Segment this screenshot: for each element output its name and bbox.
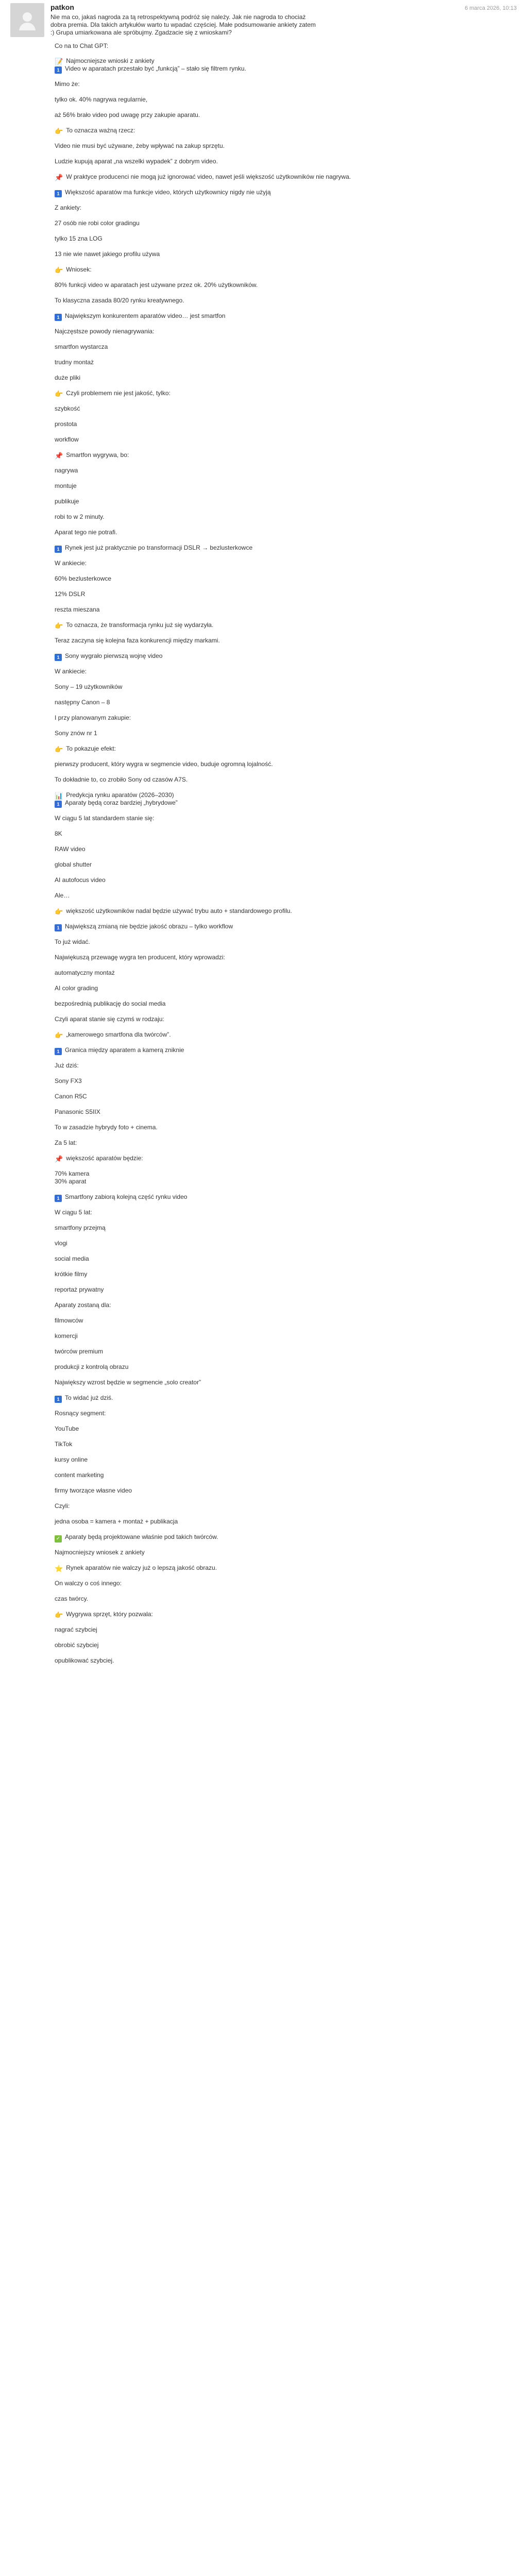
body-line: I przy planowanym zakupie: xyxy=(55,714,131,721)
body-line: Sony FX3 xyxy=(55,1077,82,1084)
keycap-icon: 1 xyxy=(55,190,62,197)
body-line: nagrywa xyxy=(55,467,78,474)
body-line: filmowców xyxy=(55,1317,83,1324)
body-line: 📌 W praktyce producenci nie mogą już ignorować video, nawet jeśli większość użytkowników nie nagrywa. xyxy=(55,173,351,181)
body-line: robi to w 2 minuty. xyxy=(55,513,105,520)
body-line: Video nie musi być używane, żeby wpływać na zakup sprzętu. xyxy=(55,142,225,149)
body-line: publikuje xyxy=(55,498,79,505)
keycap-one-icon: 1 xyxy=(55,66,62,74)
body-line: nagrać szybciej xyxy=(55,1626,97,1633)
star-icon: ⭐ xyxy=(55,1565,63,1572)
body-line: 30% aparat xyxy=(55,1178,87,1185)
body-line: Co na to Chat GPT: xyxy=(55,42,109,49)
pointing-hand-icon: 👉 xyxy=(55,908,63,916)
body-line: To w zasadzie hybrydy foto + cinema. xyxy=(55,1124,158,1131)
body-line: firmy tworzące własne video xyxy=(55,1487,132,1494)
body-line: tylko ok. 40% nagrywa regularnie, xyxy=(55,96,148,103)
body-line: Największy wzrost będzie w segmencie „solo creator” xyxy=(55,1379,201,1386)
post-date: 6 marca 2026, 10:13 xyxy=(465,5,517,11)
body-line: content marketing xyxy=(55,1471,104,1479)
body-line: 👉 To pokazuje efekt: xyxy=(55,745,116,753)
body-line: 👉 Wygrywa sprzęt, który pozwala: xyxy=(55,1611,153,1619)
avatar[interactable] xyxy=(10,3,44,37)
body-line: vlogi xyxy=(55,1240,67,1247)
body-line: automatyczny montaż xyxy=(55,969,115,976)
body-line: Czyli: xyxy=(55,1502,70,1510)
body-line: 📌 większość aparatów będzie: xyxy=(55,1155,143,1163)
body-line: Mimo że: xyxy=(55,80,80,88)
pin-icon: 📌 xyxy=(55,452,63,460)
pointing-hand-icon: 👉 xyxy=(55,745,63,753)
body-line: Rosnący segment: xyxy=(55,1410,106,1417)
check-icon: ✓ xyxy=(55,1535,62,1543)
pointing-hand-icon: 👉 xyxy=(55,127,63,135)
pointing-hand-icon: 👉 xyxy=(55,1611,63,1619)
body-line: AI autofocus video xyxy=(55,876,106,884)
body-line: Najczęstsze powody nienagrywania: xyxy=(55,328,155,335)
body-line: komercji xyxy=(55,1332,78,1340)
body-line: AI color grading xyxy=(55,985,98,992)
body-line: obrobić szybciej xyxy=(55,1641,99,1649)
body-line: 12% DSLR xyxy=(55,590,86,598)
keycap-icon: 1 xyxy=(55,654,62,661)
body-line: kursy online xyxy=(55,1456,88,1463)
default-avatar-icon xyxy=(16,9,39,31)
body-line: Aparaty zostaną dla: xyxy=(55,1301,111,1309)
body-line: To już widać. xyxy=(55,938,90,945)
keycap-icon: 1 xyxy=(55,1396,62,1403)
keycap-icon: 1 xyxy=(55,314,62,321)
body-line: To dokładnie to, co zrobiło Sony od czasów A7S. xyxy=(55,776,188,783)
body-line: Canon R5C xyxy=(55,1093,87,1100)
body-line: 📌 Smartfon wygrywa, bo: xyxy=(55,451,129,460)
body-line: reszta mieszana xyxy=(55,606,100,613)
body-line: pierwszy producent, który wygra w segmencie video, buduje ogromną lojalność. xyxy=(55,760,273,768)
body-line: szybkość xyxy=(55,405,80,412)
body-line: trudny montaż xyxy=(55,359,94,366)
body-line: To klasyczna zasada 80/20 rynku kreatywnego. xyxy=(55,297,184,304)
body-line: social media xyxy=(55,1255,89,1262)
body-line: Ludzie kupują aparat „na wszelki wypadek” z dobrym video. xyxy=(55,158,218,165)
body-line: smartfon wystarcza xyxy=(55,343,108,350)
body-line: Z ankiety: xyxy=(55,204,82,211)
body-line: 13 nie wie nawet jakiego profilu używa xyxy=(55,250,160,258)
body-line: następny Canon – 8 xyxy=(55,699,110,706)
body-line: tylko 15 zna LOG xyxy=(55,235,103,242)
body-line: 1 Granica między aparatem a kamerą zniknie xyxy=(55,1046,184,1055)
post-head-top xyxy=(50,3,517,11)
pointing-hand-icon: 👉 xyxy=(55,266,63,274)
body-line: On walczy o coś innego: xyxy=(55,1580,122,1587)
keycap-icon: 1 xyxy=(55,546,62,553)
body-line: produkcji z kontrolą obrazu xyxy=(55,1363,129,1370)
body-line: 1 Rynek jest już praktycznie po transformacji DSLR → bezlusterkowce xyxy=(55,544,252,553)
body-line: 1 Większość aparatów ma funkcje video, których użytkownicy nigdy nie użyją xyxy=(55,189,271,197)
body-line: Teraz zaczyna się kolejna faza konkurencji między markami. xyxy=(55,637,220,644)
intro-line: dobra premia. Dla takich artykułów warto tu wpadać częściej. Małe podsumowanie ankiety zatem xyxy=(50,21,316,28)
body-line: reportaż prywatny xyxy=(55,1286,104,1293)
body-line: 1 Największym konkurentem aparatów video… jest smartfon xyxy=(55,312,225,321)
body-line: 60% bezlusterkowce xyxy=(55,575,112,582)
body-line: twórców premium xyxy=(55,1348,104,1355)
keycap-icon: 1 xyxy=(55,1048,62,1055)
post-intro xyxy=(50,13,517,37)
body-line: Za 5 lat: xyxy=(55,1139,77,1146)
body-line: 1 Video w aparatach przestało być „funkcją” – stało się filtrem rynku. xyxy=(55,65,246,74)
body-line: workflow xyxy=(55,436,79,443)
body-line: W ciągu 5 lat standardem stanie się: xyxy=(55,815,155,822)
body-line: Najwiękuszą przewagę wygra ten producent, który wprowadzi: xyxy=(55,954,225,961)
body-line: Czyli aparat stanie się czymś w rodzaju: xyxy=(55,1015,164,1023)
body-line: krótkie filmy xyxy=(55,1270,88,1278)
body-line: 1 To widać już dziś. xyxy=(55,1394,113,1403)
body-line: 27 osób nie robi color gradingu xyxy=(55,219,140,227)
intro-line: :) Grupa umiarkowana ale spróbujmy. Zgadzacie się z wnioskami? xyxy=(50,29,232,36)
post-header xyxy=(10,3,517,44)
body-line: Sony znów nr 1 xyxy=(55,730,97,737)
body-line: 1 Największą zmianą nie będzie jakość obrazu – tylko workflow xyxy=(55,923,233,931)
body-line: montuje xyxy=(55,482,77,489)
body-line: W ankiecie: xyxy=(55,560,87,567)
body-line: W ankiecie: xyxy=(55,668,87,675)
body-line: ✓ Aparaty będą projektowane właśnie pod takich twórców. xyxy=(55,1533,218,1543)
body-line: Najmocniejszy wniosek z ankiety xyxy=(55,1549,145,1556)
body-line: Już dziś: xyxy=(55,1062,79,1069)
body-line: 1 Sony wygrało pierwszą wojnę video xyxy=(55,652,162,661)
body-line: smartfony przejmą xyxy=(55,1224,106,1231)
body-line: TikTok xyxy=(55,1440,73,1448)
body-line: 8K xyxy=(55,830,62,837)
pointing-hand-icon: 👉 xyxy=(55,1031,63,1039)
body-line: opublikować szybciej. xyxy=(55,1657,114,1664)
body-line: 📝 Najmocniejsze wnioski z ankiety xyxy=(55,57,155,65)
body-line: 👉 „kamerowego smartfona dla twórców”. xyxy=(55,1031,171,1039)
keycap-icon: 1 xyxy=(55,801,62,808)
body-line: jedna osoba = kamera + montaż + publikacja xyxy=(55,1518,178,1525)
keycap-icon: 1 xyxy=(55,924,62,931)
body-line: 👉 To oznacza ważną rzecz: xyxy=(55,127,135,135)
pointing-hand-icon: 👉 xyxy=(55,390,63,398)
body-line: 👉 większość użytkowników nadal będzie używać trybu auto + standardowego profilu. xyxy=(55,907,292,916)
body-line: W ciągu 5 lat: xyxy=(55,1209,92,1216)
body-line: 70% kamera xyxy=(55,1170,90,1177)
body-line: Sony – 19 użytkowników xyxy=(55,683,123,690)
body-line: bezpośrednią publikację do social media xyxy=(55,1000,166,1007)
intro-line: Nie ma co, jakaś nagroda za tą retrospektywną podróż się należy. Jak nie nagroda to chociaż xyxy=(50,13,306,21)
body-line: 📊 Predykcja rynku aparatów (2026–2030) xyxy=(55,791,174,800)
body-line: 1 Smartfony zabiorą kolejną część rynku video xyxy=(55,1193,187,1202)
body-line: YouTube xyxy=(55,1425,79,1432)
body-line: Ale… xyxy=(55,892,70,899)
post-author[interactable]: patkon xyxy=(50,3,74,11)
chart-icon: 📊 xyxy=(55,792,63,800)
body-line: 80% funkcji video w aparatach jest używane przez ok. 20% użytkowników. xyxy=(55,281,258,289)
body-line: 👉 Czyli problemem nie jest jakość, tylko: xyxy=(55,389,171,398)
body-line: RAW video xyxy=(55,845,86,853)
pin-icon: 📌 xyxy=(55,1155,63,1163)
pin-icon: 📌 xyxy=(55,174,63,181)
body-line: czas twórcy. xyxy=(55,1595,89,1602)
body-line: Panasonic S5IIX xyxy=(55,1108,100,1115)
body-line: duże pliki xyxy=(55,374,81,381)
body-line: 👉 Wniosek: xyxy=(55,266,92,274)
body-line: 1 Aparaty będą coraz bardziej „hybrydowe” xyxy=(55,799,178,808)
body-line: global shutter xyxy=(55,861,92,868)
memo-icon: 📝 xyxy=(55,58,63,65)
body-line: Aparat tego nie potrafi. xyxy=(55,529,117,536)
body-line: 👉 To oznacza, że transformacja rynku już się wydarzyła. xyxy=(55,621,214,630)
post-head-column xyxy=(50,3,517,37)
body-line: ⭐ Rynek aparatów nie walczy już o lepszą jakość obrazu. xyxy=(55,1564,217,1572)
keycap-icon: 1 xyxy=(55,1195,62,1202)
pointing-hand-icon: 👉 xyxy=(55,622,63,630)
body-line: prostota xyxy=(55,420,77,428)
body-line: aż 56% brało video pod uwagę przy zakupie aparatu. xyxy=(55,111,200,118)
